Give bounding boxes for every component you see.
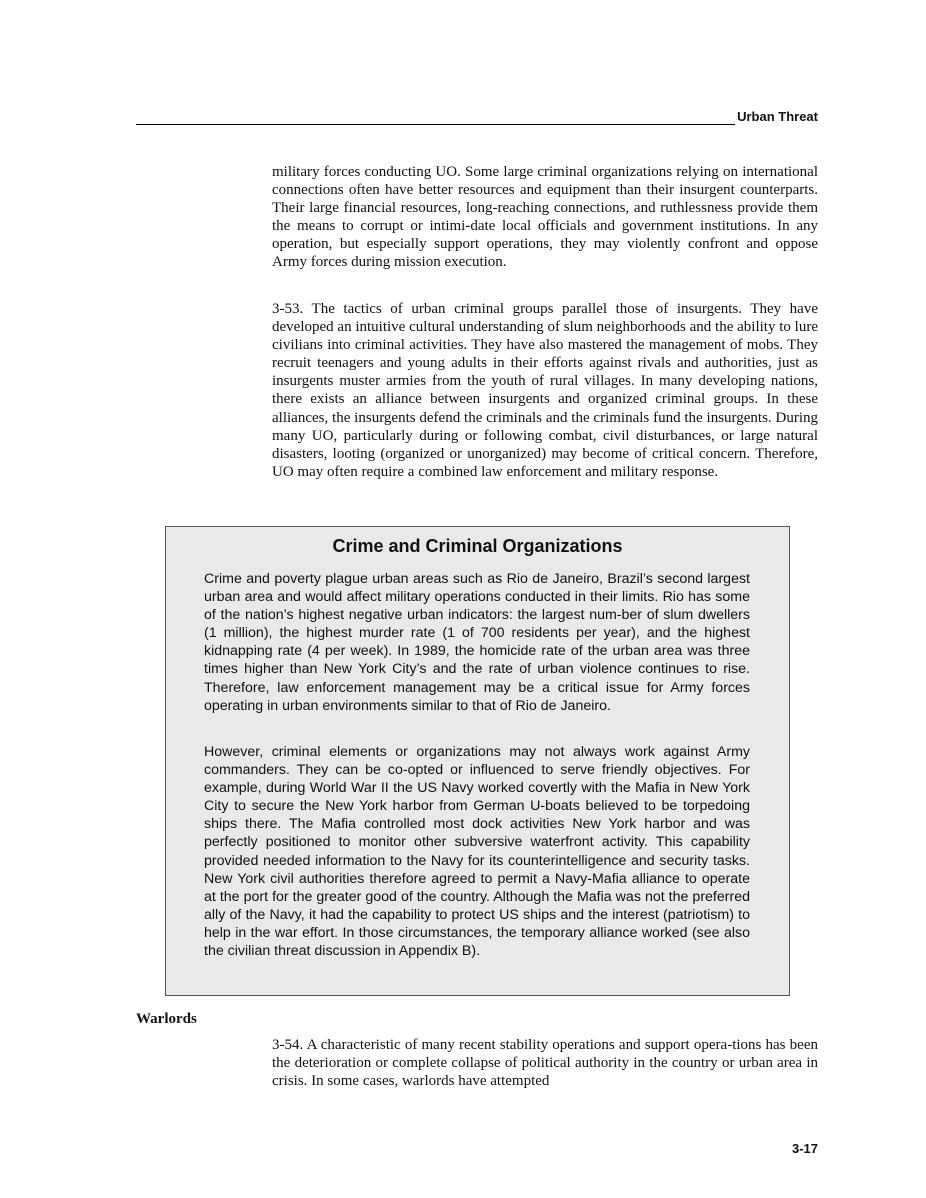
sidebar-title: Crime and Criminal Organizations [332, 536, 623, 556]
header-title: Urban Threat [737, 109, 818, 124]
section-heading-warlords: Warlords [136, 1011, 197, 1027]
page-number: 3-17 [791, 1141, 818, 1156]
body-paragraph-2: 3-53. The tactics of urban criminal groups parallel those of insurgents. They have developed an intuitive cultural understanding of slum neighborhoods and the ability to lure civilians into criminal activities. They have also mastered the management of mobs. They recruit teenagers and young adults in their efforts against rivals and authorities, just as insurgents muster armies from the youth of rural villages. In many developing nations, there exists an alliance between insurgents and organized criminal groups. In these alliances, the insurgents defend the criminals and the criminals fund the insurgents. During many UO, particularly during or following combat, civil disturbances, or large natural disasters, looting (organized or unorganized) may become of critical concern. Therefore, UO may often require a combined law enforcement and military response. [272, 301, 818, 480]
sidebar-box [165, 526, 790, 996]
header-rule [136, 108, 735, 125]
body-paragraph-1: military forces conducting UO. Some large criminal organizations relying on international connections often have better resources and equipment than their insurgent counterparts. Their large financial resources, long-reaching connections, and ruthlessness provide them the means to corrupt or intimi-date local officials and government institutions. In any operation, but especially support operations, they may violently confront and oppose Army forces during mission execution. [272, 164, 818, 271]
running-header [136, 108, 818, 125]
sidebar-paragraph-2: However, criminal elements or organizations may not always work against Army commanders. They can be co-opted or influenced to serve friendly objectives. For example, during World War II the US Navy worked covertly with the Mafia in New York City to secure the New York harbor from German U-boats believed to be torpedoing ships there. The Mafia controlled most dock activities New York harbor and was perfectly positioned to monitor other subversive waterfront activity. This capability provided needed information to the Navy for its counterintelligence and security tasks. New York civil authorities therefore agreed to permit a Navy-Mafia alliance to operate at the port for the greater good of the country. Although the Mafia was not the preferred ally of the Navy, it had the capability to protect US ships and the interest (patriotism) to help in the war effort. In those circumstances, the temporary alliance worked (see also the civilian threat discussion in Appendix B). [204, 744, 750, 960]
sidebar-paragraph-1: Crime and poverty plague urban areas such as Rio de Janeiro, Brazil’s second largest urban area and would affect military operations conducted in their limits. Rio has some of the nation’s highest negative urban indicators: the largest num-ber of slum dwellers (1 million), the highest murder rate (1 of 700 residents per year), and the highest kidnapping rate (4 per week). In 1989, the homicide rate of the urban area was three times higher than New York City’s and the rate of urban violence continues to rise. Therefore, law enforcement management may be a critical issue for Army forces operating in urban environments similar to that of Rio de Janeiro. [204, 571, 750, 714]
body-paragraph-3: 3-54. A characteristic of many recent stability operations and support opera-tions has been the deterioration or complete collapse of political authority in the country or urban area in crisis. In some cases, warlords have attempted [272, 1037, 818, 1090]
